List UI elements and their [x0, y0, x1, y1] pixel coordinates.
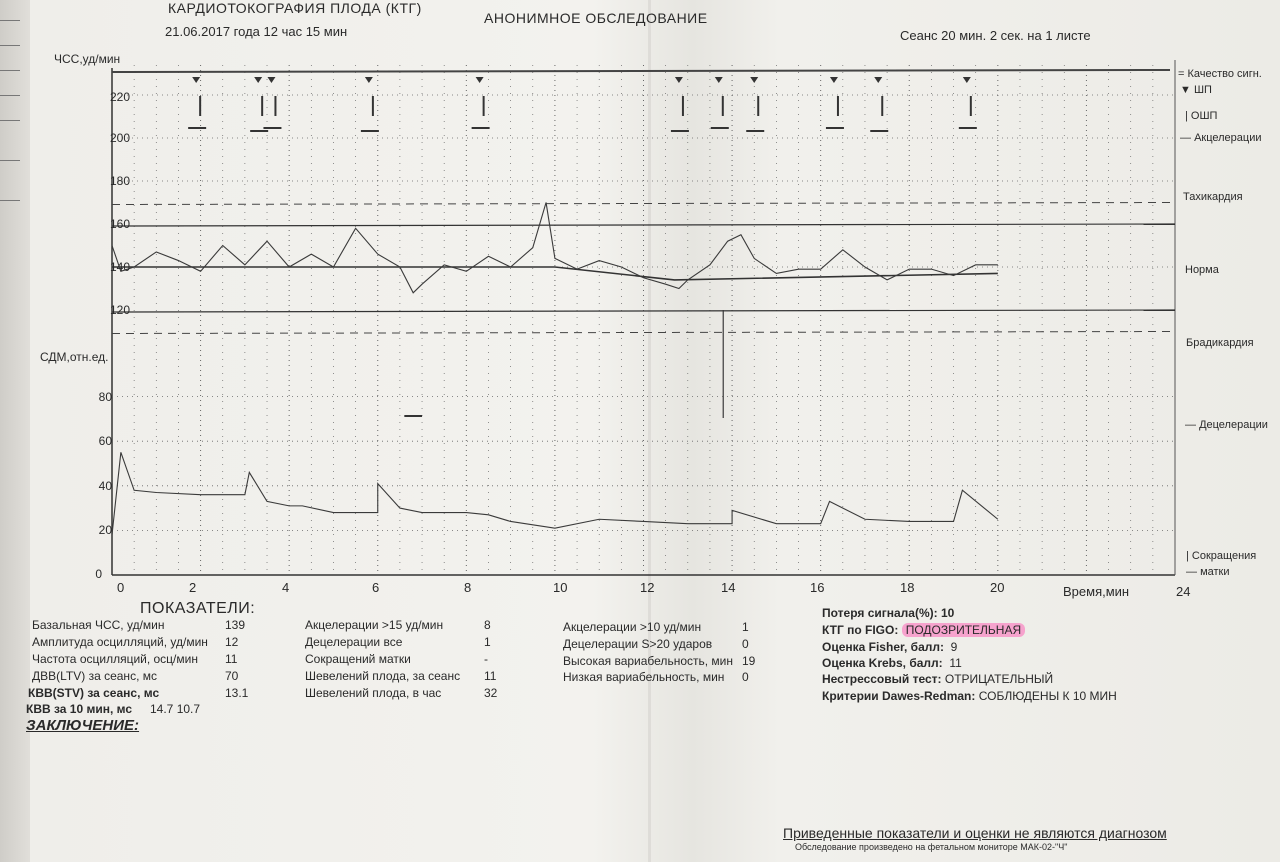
shp-marker-icon [254, 77, 262, 83]
stat-value: 19 [742, 654, 756, 668]
fhr-tick-160: 160 [109, 217, 130, 231]
stat-value: 0 [742, 670, 749, 684]
legend-signal-quality: = Качество сигн. [1178, 68, 1262, 80]
exam-date: 21.06.2017 года 12 час 15 мин [165, 24, 348, 39]
x-tick-2: 2 [189, 580, 197, 595]
figo-result-highlight: ПОДОЗРИТЕЛЬНАЯ [902, 623, 1025, 637]
x-tick-24: 24 [1176, 584, 1191, 599]
shp-marker-icon [963, 77, 971, 83]
disclaimer: Приведенные показатели и оценки не являются диагнозом [783, 825, 1167, 841]
stat-label: Амплитуда осцилляций, уд/мин [32, 635, 208, 649]
stat-value: 13.1 [225, 686, 249, 700]
stat-label: Высокая вариабельность, мин [563, 654, 733, 668]
stat-value: 14.7 10.7 [150, 702, 201, 716]
stat-krebs: Оценка Krebs, балл: 11 [822, 656, 962, 670]
toco-tick-20: 20 [98, 523, 112, 537]
legend-accelerations: — Акцелерации [1180, 132, 1262, 144]
stat-label: КВВ(STV) за сеанс, мс [28, 686, 160, 700]
stat-value: 139 [225, 618, 246, 632]
stat-label: Базальная ЧСС, уд/мин [32, 618, 165, 632]
toco-tick-0: 0 [95, 567, 102, 581]
legend-decelerations: — Децелерации [1185, 419, 1268, 431]
fhr-axis-label: ЧСС,уд/мин [54, 52, 121, 66]
toco-tick-40: 40 [98, 479, 112, 493]
shp-marker-icon [715, 77, 723, 83]
stat-label: Децелерации S>20 ударов [563, 637, 713, 651]
x-tick-20: 20 [990, 580, 1005, 595]
stat-label: Низкая вариабельность, мин [563, 670, 725, 684]
shp-marker-icon [750, 77, 758, 83]
stat-value: 1 [742, 620, 749, 634]
stat-value: 11 [484, 669, 497, 683]
session-info: Сеанс 20 мин. 2 сек. на 1 листе [900, 28, 1091, 43]
stat-label: КВВ за 10 мин, мс [26, 702, 133, 716]
tachycardia-dashed-line [112, 203, 1175, 205]
fhr-tick-200: 200 [109, 131, 130, 145]
stat-label: Акцелерации >10 уд/мин [563, 620, 702, 634]
stat-value: 70 [225, 669, 239, 683]
x-axis-label: Время,мин [1063, 584, 1130, 599]
stats-title: ПОКАЗАТЕЛИ: [140, 600, 256, 617]
fhr-tick-120: 120 [109, 303, 130, 317]
conclusion-heading: ЗАКЛЮЧЕНИЕ: [26, 717, 140, 734]
x-tick-8: 8 [464, 580, 472, 595]
stat-value: 11 [225, 652, 238, 666]
toco-axis-label: СДМ,отн.ед. [40, 350, 109, 364]
fhr-tick-220: 220 [109, 90, 130, 104]
stat-value: 0 [742, 637, 749, 651]
stat-dawes-redman: Критерии Dawes-Redman: СОБЛЮДЕНЫ К 10 МИН [822, 689, 1117, 703]
x-tick-4: 4 [282, 580, 290, 595]
shp-marker-icon [675, 77, 683, 83]
x-tick-16: 16 [810, 580, 825, 595]
stat-figo: КТГ по FIGO: ПОДОЗРИТЕЛЬНАЯ [822, 623, 1025, 637]
exam-mode: АНОНИМНОЕ ОБСЛЕДОВАНИЕ [484, 10, 708, 26]
monitor-note: Обследование произведено на фетальном мониторе МАК-02-"Ч" [795, 842, 1068, 852]
x-tick-14: 14 [721, 580, 736, 595]
x-tick-18: 18 [900, 580, 915, 595]
legend-bradycardia: Брадикардия [1186, 337, 1254, 349]
shp-marker-icon [874, 77, 882, 83]
stat-label: Шевелений плода, за сеанс [305, 669, 461, 683]
stat-label: Сокращений матки [305, 652, 411, 666]
x-tick-10: 10 [553, 580, 568, 595]
legend-tachycardia: Тахикардия [1183, 191, 1243, 203]
legend-oshp: | ОШП [1185, 110, 1218, 122]
stat-fisher: Оценка Fisher, балл: 9 [822, 640, 958, 654]
stat-label: Частота осцилляций, осц/мин [32, 652, 198, 666]
signal-quality-rail [112, 70, 1170, 72]
bradycardia-dashed-line [112, 332, 1175, 334]
stat-label: Шевелений плода, в час [305, 686, 442, 700]
legend-shp: ▼ ШП [1180, 84, 1212, 96]
stat-value: 32 [484, 686, 498, 700]
fhr-tick-140: 140 [109, 260, 130, 274]
x-tick-0: 0 [117, 580, 125, 595]
stat-signal-loss: Потеря сигнала(%): 10 [822, 606, 955, 620]
x-tick-6: 6 [372, 580, 380, 595]
shp-marker-icon [192, 77, 200, 83]
report-title: КАРДИОТОКОГРАФИЯ ПЛОДА (КТГ) [168, 0, 422, 16]
shp-marker-icon [476, 77, 484, 83]
stat-label: Акцелерации >15 уд/мин [305, 618, 444, 632]
shp-marker-icon [830, 77, 838, 83]
stat-value: 1 [484, 635, 491, 649]
toco-tick-80: 80 [98, 390, 112, 404]
stat-value: - [484, 652, 488, 666]
legend-uterus: — матки [1186, 566, 1230, 578]
stat-label: ДВВ(LTV) за сеанс, мс [32, 669, 157, 683]
x-tick-12: 12 [640, 580, 655, 595]
stat-nst: Нестрессовый тест: ОТРИЦАТЕЛЬНЫЙ [822, 672, 1054, 686]
legend-contractions: | Сокращения [1186, 550, 1257, 562]
stat-label: Децелерации все [305, 635, 403, 649]
fhr-tick-180: 180 [109, 174, 130, 188]
stat-value: 12 [225, 635, 239, 649]
toco-tick-60: 60 [98, 434, 112, 448]
legend-norm: Норма [1185, 264, 1219, 276]
shp-marker-icon [365, 77, 373, 83]
shp-marker-icon [267, 77, 275, 83]
stat-value: 8 [484, 618, 491, 632]
